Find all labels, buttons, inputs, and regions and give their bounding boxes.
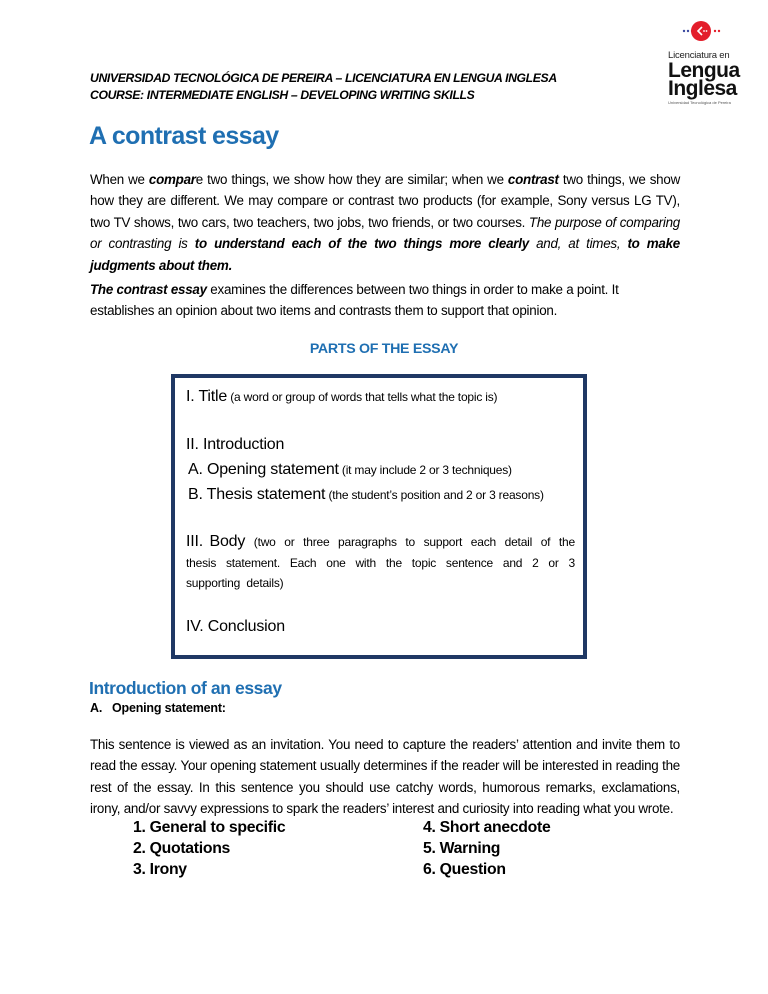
technique-item: 3. Irony <box>133 861 187 878</box>
opening-statement-subheading <box>90 701 226 715</box>
part-label: IV. Conclusion <box>186 618 285 635</box>
part-note: (it may include 2 or 3 techniques) <box>338 463 512 477</box>
part-note: (two or three paragraphs to support each detail of the thesis statement. Each one with the topic sentence and 2 or 3 supporting details) <box>186 535 575 590</box>
part-label: III. Body <box>186 533 246 550</box>
parts-of-essay-box <box>171 374 587 659</box>
parts-heading <box>0 341 768 357</box>
part-thesis-statement <box>188 486 544 504</box>
introduction-heading: Introduction of an essay <box>89 678 282 698</box>
part-note: (a word or group of words that tells what the topic is) <box>227 390 498 404</box>
technique-item: 2. Quotations <box>133 840 231 857</box>
technique-item: 5. Warning <box>423 840 501 857</box>
part-title <box>186 388 497 406</box>
emphasis-judgments: to make judgments about them. <box>90 236 681 273</box>
technique-item: 6. Question <box>423 861 506 878</box>
emphasis-contrast-essay: The contrast essay <box>90 282 207 297</box>
logo-line-2: Lengua <box>668 59 740 82</box>
part-label: A. Opening statement <box>188 461 339 478</box>
subheading-label: Opening statement: <box>112 701 226 715</box>
text-run: e two things, we show how they are similar; when we <box>195 172 508 187</box>
part-body <box>186 532 575 594</box>
header-course-line: COURSE: INTERMEDIATE ENGLISH – DEVELOPING WRITING SKILLS <box>90 88 475 102</box>
italic-run: and, at times, <box>528 236 628 252</box>
technique-item: 4. Short anecdote <box>423 819 551 836</box>
part-conclusion <box>186 618 285 636</box>
part-label: I. Title <box>186 388 228 405</box>
part-label: II. Introduction <box>186 436 285 453</box>
logo-line-1: Licenciatura en <box>668 50 730 61</box>
text-run: two things, we show how they are different. We may compare or contrast two products (for example, Sony versus LG TV), two TV shows, two cars, two teachers, two jobs, two friends, or two courses. <box>90 172 680 230</box>
emphasis-understand: to understand each of the two things more clearly <box>194 236 529 252</box>
technique-item: 1. General to specific <box>133 819 286 836</box>
text-run: When we <box>90 172 149 187</box>
italic-run: The purpose of comparing or contrasting is <box>90 214 680 252</box>
header-university-line: UNIVERSIDAD TECNOLÓGICA DE PEREIRA – LICENCIATURA EN LENGUA INGLESA <box>90 71 557 85</box>
definition-paragraph <box>90 279 680 322</box>
opening-statement-paragraph: This sentence is viewed as an invitation. You need to capture the readers’ attention and invite them to read the essay. Your opening statement usually determines if the reader will be interested in reading the rest of the essay. In this sentence you should use catchy words, humorous remarks, exclamations, irony, and/or savvy expressions to spark the readers’ interest and curiosity into reading what you wrote. <box>90 737 680 817</box>
page-title: A contrast essay <box>89 122 279 150</box>
emphasis-compare: compar <box>148 172 196 187</box>
list-letter: A. <box>90 701 103 715</box>
parts-heading-text: PARTS OF THE ESSAY <box>309 341 459 357</box>
emphasis-contrast: contrast <box>507 172 559 187</box>
logo-line-4: Universidad Tecnológica de Pereira <box>668 100 731 105</box>
part-label: B. Thesis statement <box>188 486 326 503</box>
part-introduction <box>186 436 284 454</box>
part-opening-statement <box>188 461 512 479</box>
program-logo <box>660 12 742 108</box>
text-run: examines the differences between two things in order to make a point. It establishes an opinion about two items and contrasts them to support that opinion. <box>90 282 619 319</box>
intro-paragraph <box>90 169 680 276</box>
part-note: (the student’s position and 2 or 3 reasons) <box>325 488 544 502</box>
logo-line-3: Inglesa <box>668 77 737 100</box>
logo-red-circle-icon <box>691 21 711 41</box>
logo-arrow-icon <box>691 21 711 41</box>
